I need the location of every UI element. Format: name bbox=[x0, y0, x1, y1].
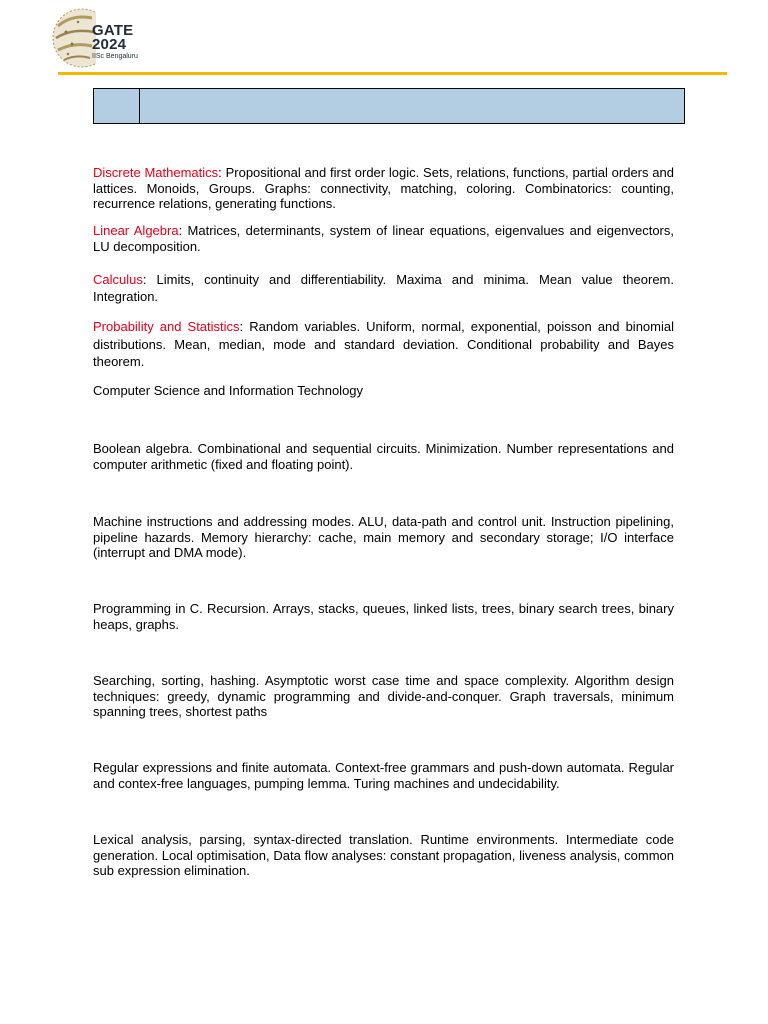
topic-separator: : bbox=[239, 319, 244, 334]
topic-label: Linear Algebra bbox=[93, 223, 179, 238]
topic-separator: : bbox=[218, 165, 222, 180]
logo-title: GATE bbox=[92, 22, 134, 39]
section-text: Propositional and first order logic. Sets, relations, functions, partial orders and lattices. Monoids, Groups. Graphs: connectivity, matching, coloring. Combinatorics: counting, recurrence relations, generating functions. bbox=[93, 165, 674, 211]
section-probability-statistics bbox=[93, 318, 674, 371]
topic-label: Calculus bbox=[93, 272, 143, 287]
section-discrete-mathematics bbox=[93, 165, 674, 212]
paragraph-computer-organization: Machine instructions and addressing modes. ALU, data-path and control unit. Instruction pipelining, pipeline hazards. Memory hierarchy: cache, main memory and secondary storage; I/O interface (interrupt and DMA mode). bbox=[93, 514, 674, 560]
logo-year: 2024 bbox=[92, 36, 127, 53]
section-text: Random variables. Uniform, normal, exponential, poisson and binomial distributions. Mean, median, mode and standard deviation. Conditional probability and Bayes theorem. bbox=[93, 319, 674, 369]
logo-subtitle: IISc Bengaluru bbox=[92, 53, 138, 60]
paragraph-algorithms: Searching, sorting, hashing. Asymptotic worst case time and space complexity. Algorithm design techniques: greedy, dynamic programming and divide-and-conquer. Graph traversals, minimum spanning trees, shortest paths bbox=[93, 673, 674, 719]
header-rule bbox=[58, 72, 727, 75]
section-linear-algebra bbox=[93, 223, 674, 254]
paragraph-programming-data-structures: Programming in C. Recursion. Arrays, stacks, queues, linked lists, trees, binary search trees, binary heaps, graphs. bbox=[93, 601, 674, 632]
paragraph-compiler-design: Lexical analysis, parsing, syntax-directed translation. Runtime environments. Intermediate code generation. Local optimisation, Data flow analyses: constant propagation, liveness analysis, common sub expression elimination. bbox=[93, 832, 674, 878]
section-text: Limits, continuity and differentiability. Maxima and minima. Mean value theorem. Integration. bbox=[93, 272, 674, 304]
topic-separator: : bbox=[178, 223, 183, 238]
gate-logo bbox=[52, 6, 152, 70]
section-text: Matrices, determinants, system of linear equations, eigenvalues and eigenvectors, LU decomposition. bbox=[93, 223, 674, 254]
topic-separator: : bbox=[142, 272, 147, 287]
topic-label: Discrete Mathematics bbox=[93, 165, 219, 180]
paragraph-digital-logic: Boolean algebra. Combinational and sequential circuits. Minimization. Number representations and computer arithmetic (fixed and floating point). bbox=[93, 441, 674, 472]
section-heading: Computer Science and Information Technology bbox=[93, 383, 364, 398]
section-calculus bbox=[93, 271, 674, 305]
topic-label: Probability and Statistics bbox=[93, 319, 240, 334]
table-cell-divider bbox=[139, 89, 140, 123]
header-table bbox=[93, 88, 685, 124]
globe-logo-icon bbox=[52, 6, 96, 70]
paragraph-theory-of-computation: Regular expressions and finite automata. Context-free grammars and push-down automata. Regular and contex-free languages, pumping lemma. Turing machines and undecidability. bbox=[93, 760, 674, 791]
